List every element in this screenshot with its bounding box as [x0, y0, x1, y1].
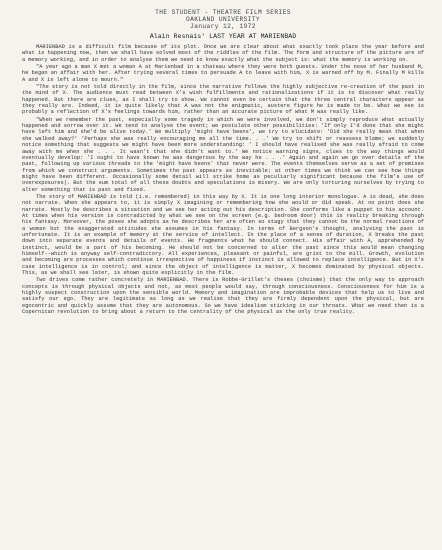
paragraph: "A year ago a man X met a woman A at Marienbad in a chateau where they were both guests. Under the nose of her husband M, he began an affair with her. After trying several times to persuade A to leave with him, X is warned off by M. Finally M kills A and X is left alone to mourn."	[22, 64, 424, 83]
institution-name: OAKLAND UNIVERSITY	[185, 16, 261, 23]
document-body	[22, 44, 424, 315]
document-header	[22, 9, 424, 30]
document-date: January 12, 1972	[190, 23, 256, 30]
paragraph: MARIENBAD is a difficult film because of its plot. Once we are clear about what exactly took place the year before and what is happening now, then we shall have solved most of the riddles of the film. The form and structure of the picture are of a memory working, and in order to analyse them we need to know exactly what the subject is: what the memory is working on.	[22, 44, 424, 63]
paragraph: "When we remember the past, especially some tragedy in which we were involved, we don't simply reproduce what actually happened and sorrow over it. We tend to analyse the event; we postulate other possibilities: 'If only I'd done that she might have left him and she'd be alive today.' We multiply 'might have beens', we try to elucidate: 'Did she really mean that when she walked away?' 'Perhaps she was really encouraging me all the time. . .' We try to shift or reassess blame; we suddenly notice something that suggests we might have been more understanding: ' I should have realised she was really afraid to come away with me when she . . . It wasn't that she didn't want to.' We notice warning signs, clues to the way things would eventually develop: 'I ought to have known he was dangerous by the way he . . .' Again and again we go over details of the past, following up various threads to the 'might have beens' that never were. The events themselves serve as a set of premises from which we construct arguments. Sometimes the past appears as inevitable; at other times we think we can see how things might have been different. Occasionally some detail will strike home as peculiarly significant because the film's use of overexposures). But the sum total of all these doubts and speculations is misery. We are only torturing ourselves by trying to alter something that is past and fixed.	[22, 116, 424, 193]
paragraph: "The story is not told directly in the film, since the narrative follows the highly subjective re-creation of the past in the mind of X. The audience must read between X's wish fulfillments and rationalizations if it is to discover what really happened. But there are clues, as I shall try to show. We cannot even be certain that the three central characters appear as they really are. Indeed, it is quite likely that A was not the enigmatic, austere figure he is made to be. What we see is probably a reflection of X's feelings towards him, rather than an accurate picture of what M was really like.	[22, 84, 424, 116]
series-name: THE STUDENT - THEATRE FILM SERIES	[155, 9, 291, 16]
document-title: Alain Resnais' LAST YEAR AT MARIENBAD	[149, 33, 297, 40]
paragraph: Two drives come rather concretely in MARIENBAD. There is Robbe-Grillet's theses (choisme) that the only way to approach concepts is through physical objects and not, as most people would say, through consciousness. Consciousness for him is a highly suspect construction upon the sensible world. Memory and imagination are improbable devices that help us to live and satisfy our ego. They are legitimate as long as we realise that they are firmly dependent upon the physical, but are egocentric and quickly assume that they are autonomous. So we have idealism sticking in our throats. What we need then is a Copernican revolution to bring about a return to the centrality of the physical as the only true reality.	[22, 277, 424, 316]
paragraph: The story of MARIENBAD is told (i.e. remembered) in this way by X. It is one long interior monologue. A is dead, she does not narrate. When she appears to, it is simply X imagining or remembering how she would or did speak. At no point does she narrate. Mostly he describes a situation and we see her acting out his description. She conforms like a puppet to his account. At times when his version is contradicted by what we see on the screen (e.g. bedroom door) this is reality breaking through his fantasy. Moreover, the poses she adopts as he describes her are often so stagy that they cannot be the normal reactions of a woman but the exaggerated attitudes she assumes in his fantasy. In terms of Bergson's thought, analysing the past is unfortunate. It is an example of memory at the service of intellect. In the place of a sense of duration, X breaks the past down into separate events and details of events. He fragments what he should connect. His affair with A, apprehended by instinct, would be a part of his becoming. He should not be concerned to alter the past since this would mean changing himself--which is anyway self-contradictory. All experiences, pleasant or painful, are grist to the mill. Growth, evolution and becoming are processes which continue irrespective of happiness if instinct is allowed to replace intelligence. But in X's case intelligence is in control; and since the object of intelligence is matter, X becomes dominated by physical objects. This, as we shall see later, is shown quite explicitly in the film.	[22, 193, 424, 277]
